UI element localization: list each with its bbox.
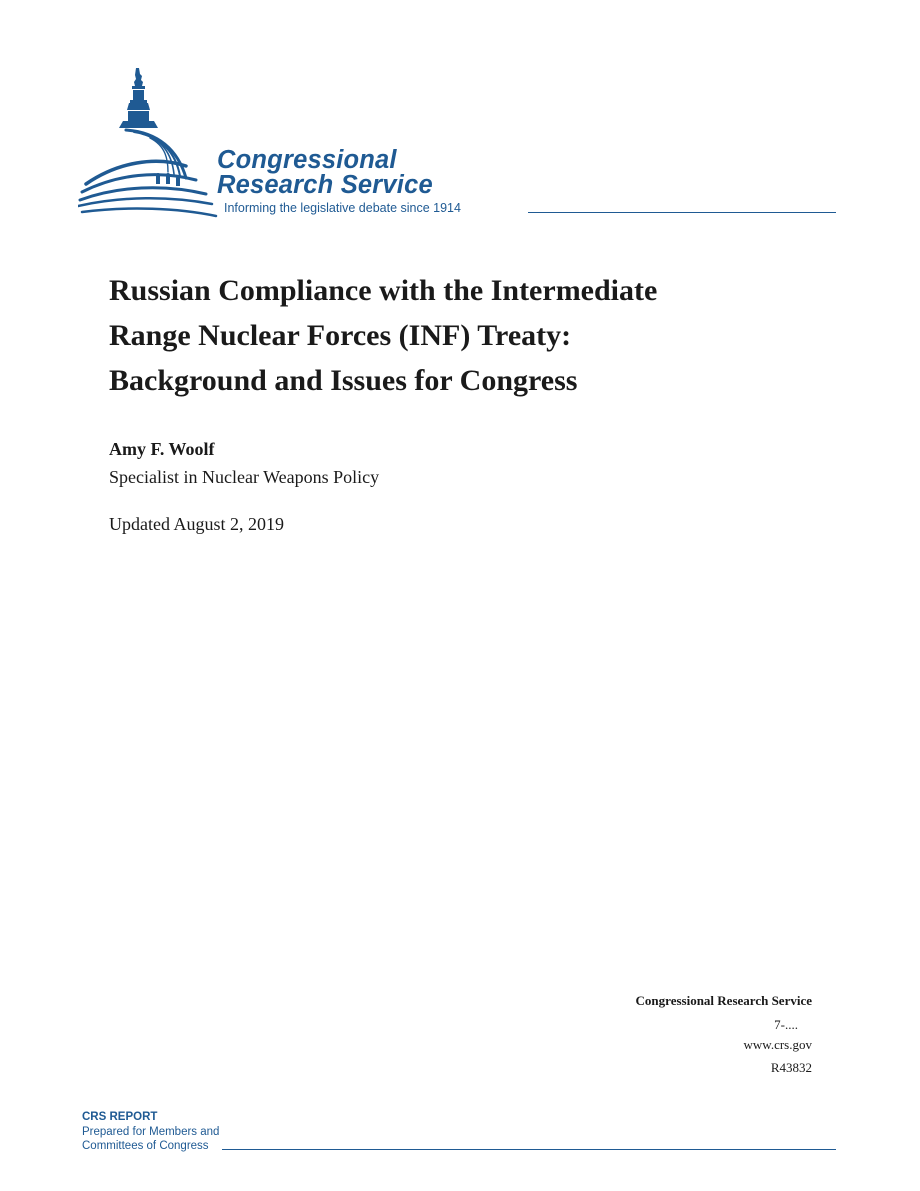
report-title bbox=[109, 268, 829, 403]
report-title-line2: Range Nuclear Forces (INF) Treaty: bbox=[109, 319, 572, 352]
footer-label: CRS REPORT bbox=[82, 1111, 158, 1123]
author-title: Specialist in Nuclear Weapons Policy bbox=[109, 467, 380, 487]
author-name: Amy F. Woolf bbox=[109, 439, 215, 459]
report-number: R43832 bbox=[770, 1060, 812, 1075]
footer-line2: Committees of Congress bbox=[82, 1140, 209, 1152]
info-org: Congressional Research Service bbox=[635, 993, 812, 1008]
info-url[interactable]: www.crs.gov bbox=[743, 1037, 812, 1052]
info-code: 7-.... bbox=[774, 1017, 798, 1032]
capitol-dome-icon bbox=[78, 66, 228, 218]
logo-tagline: Informing the legislative debate since 1914 bbox=[224, 201, 461, 215]
report-info-block bbox=[636, 994, 812, 1074]
report-title-line3: Background and Issues for Congress bbox=[109, 364, 578, 397]
logo-name-line1: Congressional bbox=[217, 146, 397, 174]
updated-date: Updated August 2, 2019 bbox=[109, 514, 284, 534]
logo-name-line2: Research Service bbox=[217, 171, 433, 199]
footer-rule bbox=[222, 1149, 836, 1150]
header-rule bbox=[528, 212, 836, 213]
report-title-line1: Russian Compliance with the Intermediate bbox=[109, 274, 658, 307]
footer-line1: Prepared for Members and bbox=[82, 1126, 220, 1138]
